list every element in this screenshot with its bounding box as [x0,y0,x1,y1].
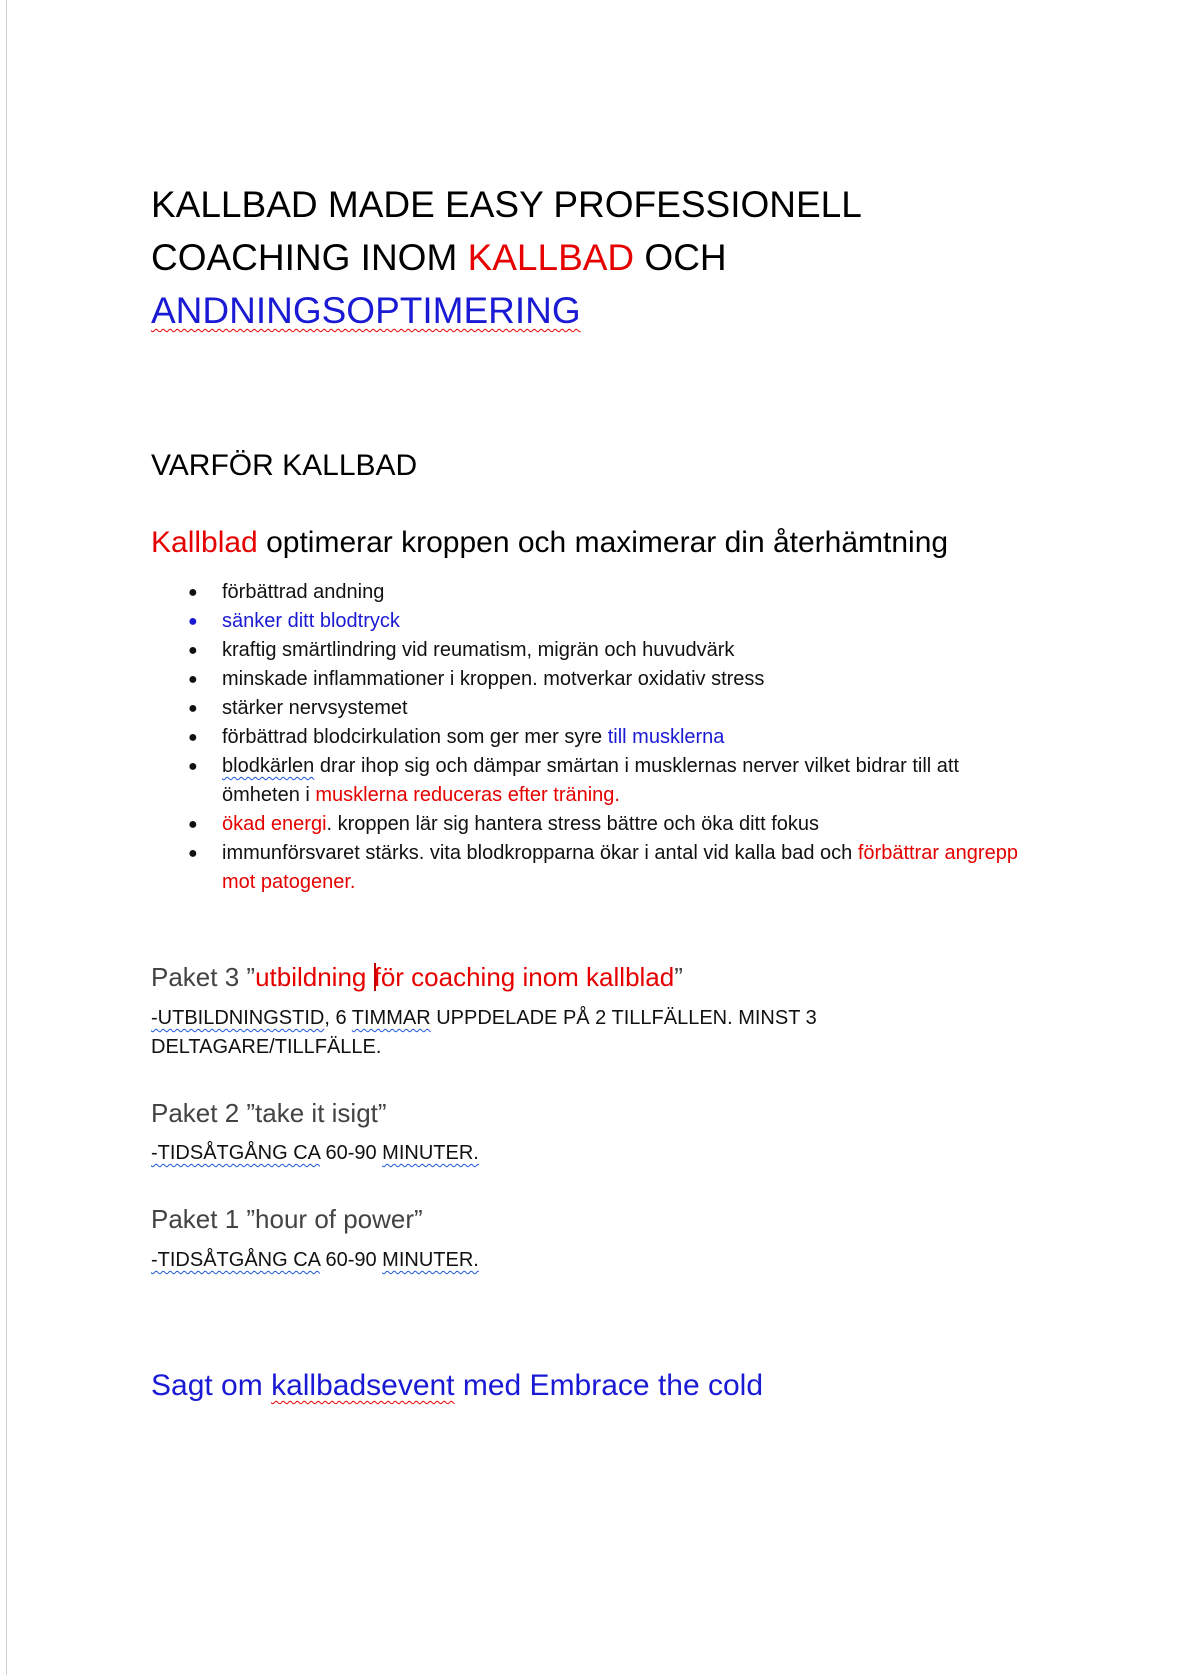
list-item-text: immunförsvaret stärks. vita blodkropparna ökar i antal vid kalla bad och [222,842,858,864]
list-item-text: drar ihop sig och dämpar smärtan i musklernas nerver vilket bidrar till att ömheten i [222,755,959,806]
paket3-heading-red-a: utbildning [255,962,374,992]
bullet-icon: ● [188,845,198,862]
list-item [151,578,1031,607]
list-item-text-red: förbättrar angrepp mot patogener. [222,842,1018,893]
bullet-icon: ● [188,729,198,746]
testimonials-heading-c: med Embrace the cold [454,1369,764,1402]
page-edge [6,0,7,1675]
title-text: KALLBAD MADE EASY PROFESSIONELL COACHING INOM [151,184,861,278]
list-item [151,665,1031,694]
list-item-text: . kroppen lär sig hantera stress bättre och öka ditt fokus [326,813,820,835]
bullet-icon: ● [188,642,198,659]
paket2-details-a: -TIDSÅTGÅNG CA [151,1142,320,1164]
paket2-details-c: MINUTER. [382,1142,479,1164]
varfor-heading: VARFÖR KALLBAD [151,449,418,482]
list-item [151,636,1031,665]
paket3-details-b: , 6 [324,1007,352,1029]
title-andningsoptimering: ANDNINGSOPTIMERING [151,290,581,331]
paket3-heading-red-b: för coaching inom kallblad [373,962,675,992]
list-item [151,752,1031,810]
bullet-icon: ● [188,758,198,775]
list-item [151,839,1031,897]
paket3-details-a: -UTBILDNINGSTID [151,1007,325,1029]
paket3-details-d: UPPDELADE PÅ 2 TILLFÄLLEN. MINST 3 DELTAGARE/TILLFÄLLE. [151,1007,817,1058]
bullet-icon: ● [188,584,198,601]
benefits-heading-kallblad: Kallblad [151,526,258,559]
list-item-text: kraftig smärtlindring vid reumatism, migrän och huvudvärk [222,639,735,661]
paket2-details-b: 60-90 [319,1142,383,1164]
testimonials-heading-b: kallbadsevent [271,1369,455,1402]
paket3-details-c: TIMMAR [351,1007,431,1029]
paket1-details [151,1246,1031,1275]
list-item [151,723,1031,752]
list-item-text-red: musklerna reduceras efter träning. [315,784,620,806]
paket2-heading: Paket 2 ”take it isigt” [151,1098,387,1128]
list-item-text-underlined: blodkärlen [222,755,315,777]
title-kallbad: KALLBAD [467,237,635,278]
list-item [151,694,1031,723]
paket1-details-c: MINUTER. [382,1249,479,1271]
paket1-details-a: -TIDSÅTGÅNG CA [151,1249,320,1271]
benefits-heading [151,525,948,561]
list-item-text: förbättrad blodcirkulation som ger mer syre [222,726,608,748]
paket3-heading-prefix: Paket 3 ” [151,962,256,992]
document-title [151,178,1031,337]
paket2-details [151,1139,1031,1168]
benefits-list [151,578,1031,897]
benefits-heading-rest: optimerar kroppen och maximerar din återhämtning [257,526,949,559]
bullet-icon: ● [188,613,198,630]
list-item-text: stärker nervsystemet [222,697,408,719]
testimonials-heading-a: Sagt om [151,1369,272,1402]
paket1-details-b: 60-90 [319,1249,383,1271]
paket3-heading-suffix: ” [674,962,683,992]
list-item-text: minskade inflammationer i kroppen. motverkar oxidativ stress [222,668,765,690]
list-item-text: förbättrad andning [222,581,385,603]
list-item-text: sänker ditt blodtryck [222,610,400,632]
list-item [151,607,1031,636]
paket3-heading [151,961,683,993]
bullet-icon: ● [188,816,198,833]
paket1-heading: Paket 1 ”hour of power” [151,1204,423,1234]
testimonials-heading [151,1368,763,1404]
list-item-text-red: ökad energi [222,813,327,835]
bullet-icon: ● [188,671,198,688]
title-och: OCH [634,237,727,278]
bullet-icon: ● [188,700,198,717]
list-item-text-blue: till musklerna [607,726,725,748]
list-item [151,810,1031,839]
paket3-details [151,1004,1031,1062]
